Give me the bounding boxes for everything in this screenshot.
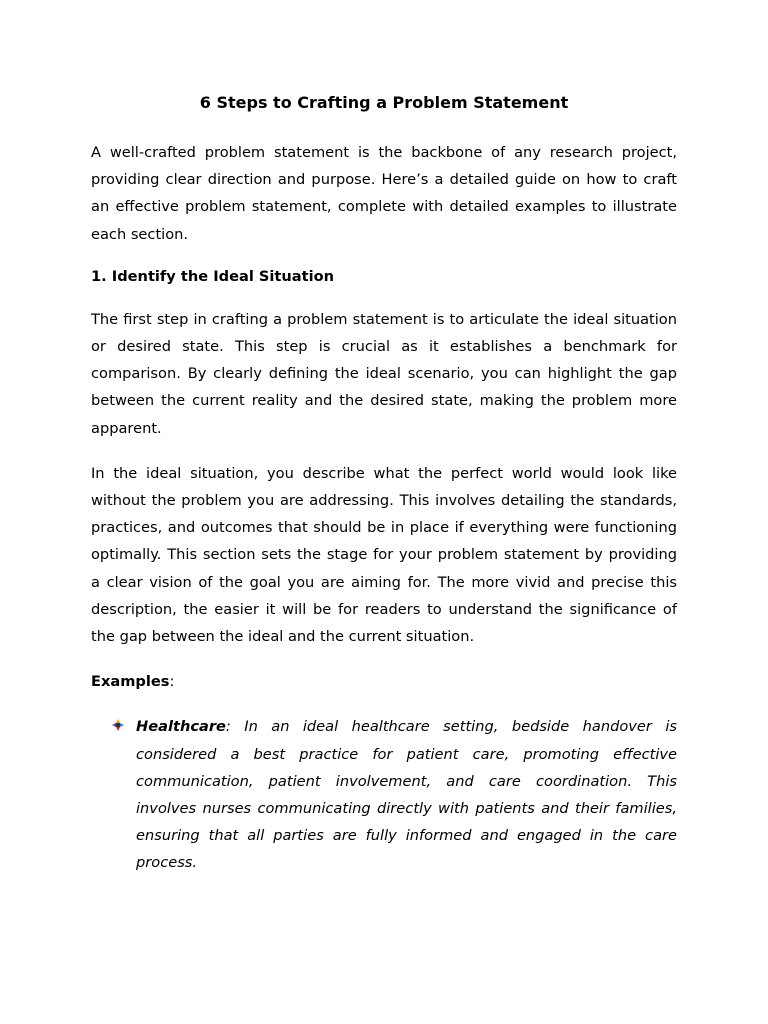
examples-label-text: Examples <box>91 673 170 691</box>
section-heading-1: 1. Identify the Ideal Situation <box>91 267 335 285</box>
section-1-paragraph-1: The first step in crafting a problem statement is to articulate the ideal situation or desired state. This step is crucial as it establishes a benchmark for comparison. By clearly defining the ideal scenario, you can highlight the gap between the current reality and the desired state, making the problem more apparent. <box>91 310 677 437</box>
page-title: 6 Steps to Crafting a Problem Statement <box>199 93 569 112</box>
list-item <box>136 713 677 876</box>
section-1-paragraph-2: In the ideal situation, you describe what the perfect world would look like without the problem you are addressing. This involves detailing the standards, practices, and outcomes that should be in place if everything were functioning optimally. This section sets the stage for your problem statement by providing a clear vision of the goal you are aiming for. The more vivid and precise this description, the easier it will be for readers to understand the significance of the gap between the ideal and the current situation. <box>91 464 677 646</box>
four-color-arrow-bullet-icon <box>112 719 124 731</box>
examples-label-colon: : <box>169 673 175 691</box>
intro-paragraph: A well-crafted problem statement is the backbone of any research project, providing clear direction and purpose. Here’s a detailed guide on how to craft an effective problem statement, complete with detailed examples to illustrate each section. <box>91 144 677 243</box>
examples-label <box>91 668 677 695</box>
example-term: Healthcare <box>136 718 226 736</box>
examples-list <box>91 713 677 876</box>
example-text: : In an ideal healthcare setting, bedside handover is considered a best practice for patient care, promoting effective communication, patient involvement, and care coordination. This involves nurses communicating directly with patients and their families, ensuring that all parties are fully informed and engaged in the care process. <box>136 718 677 872</box>
